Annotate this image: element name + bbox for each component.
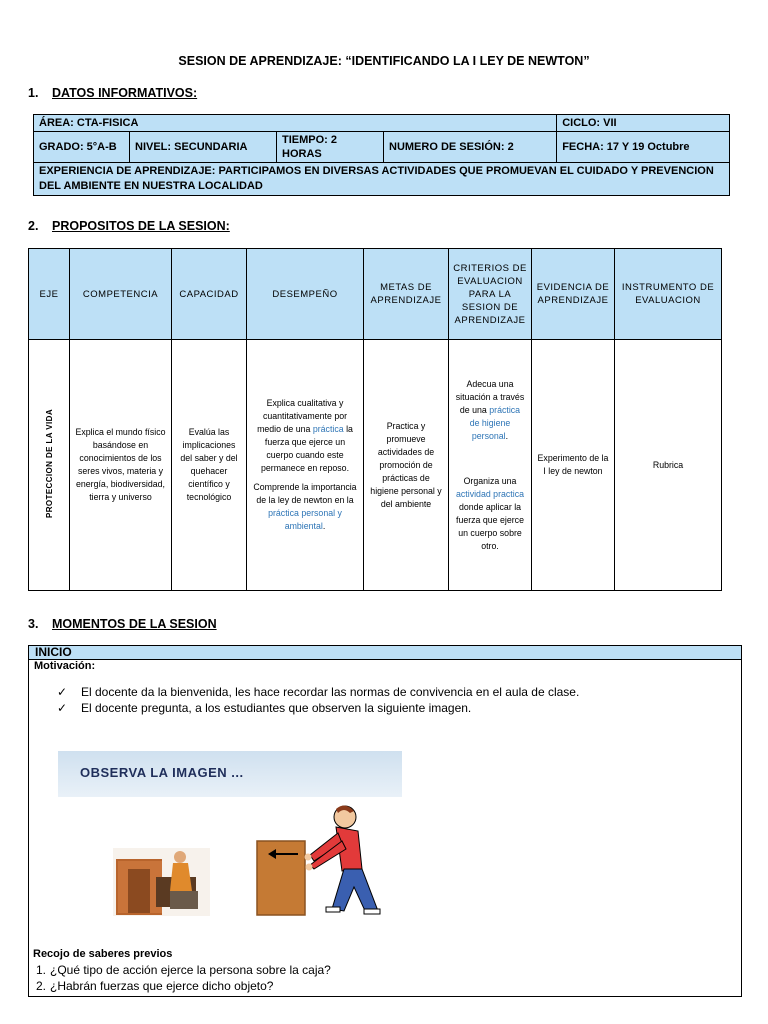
header-desempeno: DESEMPEÑO (247, 249, 364, 340)
header-metas: METAS DE APRENDIZAJE (364, 249, 449, 340)
criterios-cell (449, 340, 532, 591)
header-evidencia: EVIDENCIA DE APRENDIZAJE (532, 249, 615, 340)
area-cell: ÁREA: CTA-FISICA (34, 115, 557, 132)
fecha-cell: FECHA: 17 Y 19 Octubre (557, 132, 730, 163)
observa-imagen-illustration (58, 751, 402, 917)
metas-cell: Practica y promueve actividades de promoción de prácticas de higiene personal y del ambiente (364, 340, 449, 591)
criterio-1: Adecua una situación a través de una práctica de higiene personal. (455, 378, 525, 441)
check-icon: ✓ (57, 701, 68, 715)
section-label: PROPOSITOS DE LA SESION: (52, 219, 230, 233)
preguntas-list (36, 962, 331, 994)
section-number: 2. (28, 219, 39, 233)
header-capacidad: CAPACIDAD (172, 249, 247, 340)
section-1-heading (28, 86, 197, 100)
section-label: DATOS INFORMATIVOS: (52, 86, 198, 100)
experiencia-cell: EXPERIENCIA DE APRENDIZAJE: PARTICIPAMOS EN DIVERSAS ACTIVIDADES QUE PROMUEVAN EL CUIDADO Y PREVENCION DEL AMBIENTE EN NUESTRA LOCALIDAD (34, 163, 730, 196)
desempeno-cell (247, 340, 364, 591)
desempeno-paragraph-2: Comprende la importancia de la ley de newton en la práctica personal y ambiental. (253, 482, 357, 531)
check-icon: ✓ (57, 685, 68, 699)
criterio-2: Organiza una actividad practica donde aplicar la fuerza que ejerce un cuerpo sobre otro. (456, 475, 524, 551)
capacidad-cell: Evalúa las implicaciones del saber y del quehacer científico y tecnológico (172, 340, 247, 591)
section-2-heading (28, 219, 230, 233)
eje-cell (29, 340, 70, 591)
desempeno-paragraph-1: Explica cualitativa y cuantitativamente por medio de una práctica la fuerza que ejerce un cuerpo cuando este permanece en reposo. (257, 398, 353, 473)
inicio-header: INICIO (29, 646, 741, 660)
list-item: 2. ¿Habrán fuerzas que ejerce dicho objeto? (36, 979, 274, 993)
tiempo-cell: TIEMPO: 2 HORAS (277, 132, 384, 163)
higiene-text: práctica de higiene personal (469, 404, 521, 441)
grado-cell: GRADO: 5°A-B (34, 132, 130, 163)
nivel-cell: NIVEL: SECUNDARIA (130, 132, 277, 163)
section-label: MOMENTOS DE LA SESION (52, 617, 217, 631)
ciclo-cell: CICLO: VII (557, 115, 730, 132)
section-number: 1. (28, 86, 39, 100)
header-instrumento: INSTRUMENTO DE EVALUACION (615, 249, 722, 340)
instrumento-cell: Rubrica (615, 340, 722, 591)
motivacion-label: Motivación: (34, 660, 96, 672)
numero-sesion-cell: NUMERO DE SESIÓN: 2 (384, 132, 557, 163)
competencia-cell: Explica el mundo físico basándose en conocimientos de los seres vivos, materia y energía, biodiversidad, tierra y universo (70, 340, 172, 591)
header-eje: EJE (29, 249, 70, 340)
eje-text: PROTECCION DE LA VIDA (44, 408, 54, 518)
list-item: 1. ¿Qué tipo de acción ejerce la persona sobre la caja? (36, 963, 331, 977)
datos-informativos-table (33, 114, 730, 196)
page-title: SESION DE APRENDIZAJE: “IDENTIFICANDO LA I LEY DE NEWTON” (178, 54, 590, 68)
header-criterios: CRITERIOS DE EVALUACION PARA LA SESION DE APRENDIZAJE (449, 249, 532, 340)
list-item: ✓ El docente da la bienvenida, les hace recordar las normas de convivencia en el aula de clase. (57, 685, 580, 699)
practica-link-text: práctica (312, 424, 344, 434)
pushing-box-drawing (58, 751, 402, 917)
image-caption: OBSERVA LA IMAGEN ... (80, 765, 244, 780)
recojo-label: Recojo de saberes previos (33, 948, 173, 960)
section-3-heading (28, 617, 217, 631)
practica-personal-text: práctica personal y ambiental (268, 508, 342, 531)
evidencia-cell: Experimento de la I ley de newton (532, 340, 615, 591)
actividad-text: actividad practica (456, 488, 524, 499)
section-number: 3. (28, 617, 39, 631)
propositos-table (28, 248, 722, 591)
motivacion-list (57, 684, 741, 716)
header-competencia: COMPETENCIA (70, 249, 172, 340)
list-item: ✓ El docente pregunta, a los estudiantes que observen la siguiente imagen. (57, 701, 472, 715)
